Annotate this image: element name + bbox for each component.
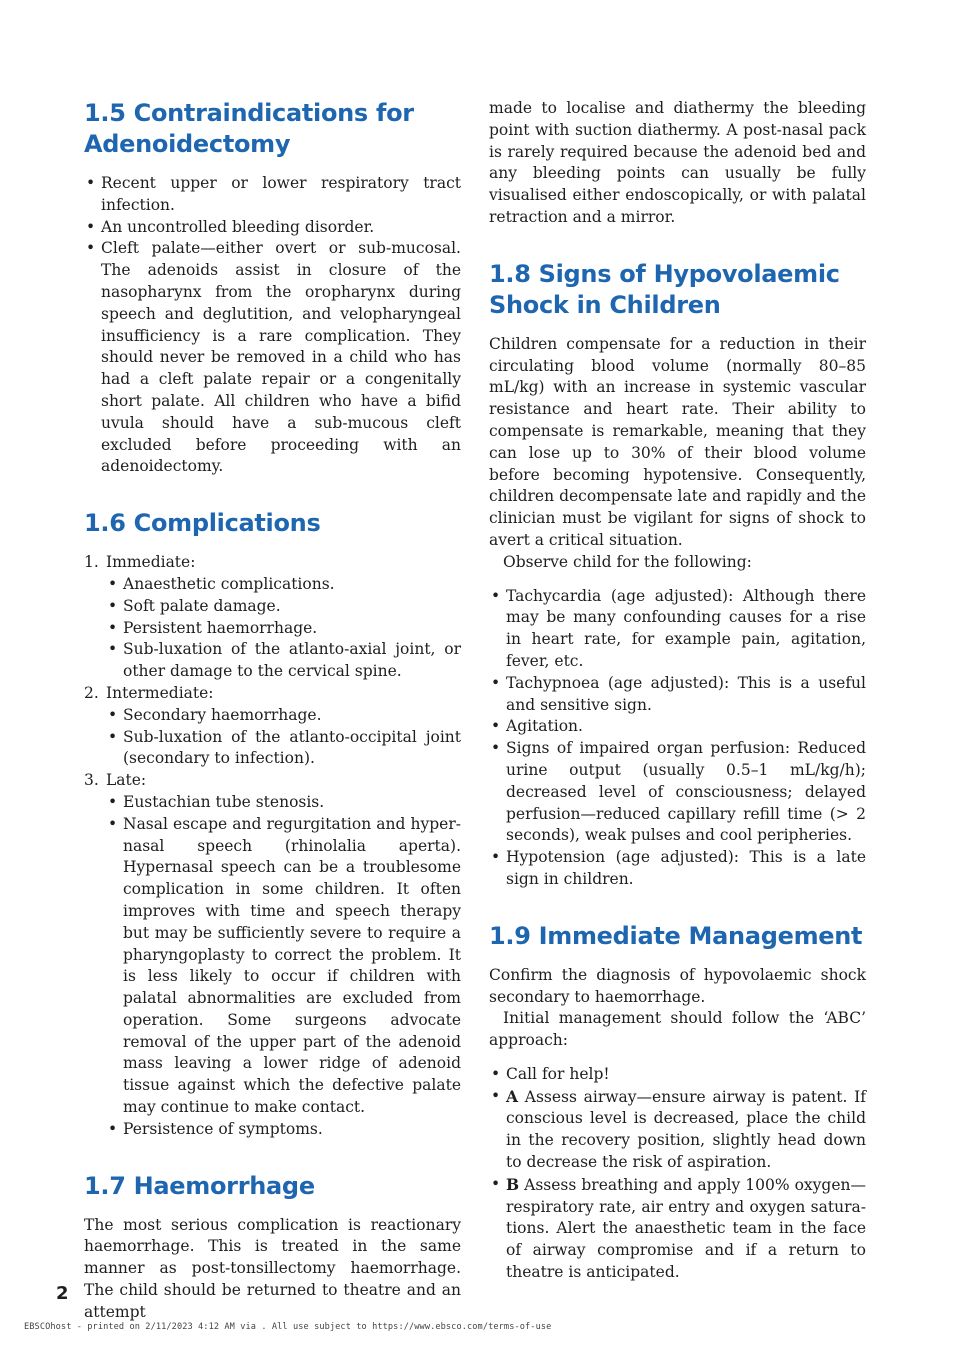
list-number: 1. <box>84 553 99 572</box>
list-item: • Tachycardia (age adjusted): Although there may be many confounding causes for a rise in heart rate, for example pain, agitation, fever, etc. <box>489 586 866 673</box>
group-label: Intermediate: <box>106 683 214 702</box>
shock-paragraph: Children compensate for a reduction in their circulating blood volume (normally 80–85 mL/kg) with an increase in systemic vascular resistance and heart rate. Their ability to compensate is remarkable, meaning that they can lose up to 30% of their blood volume before becoming hypotensive. Consequently, children decompensate late and rapidly and the clinician must be vigilant for signs of shock to avert a critical situation. <box>489 334 866 549</box>
step-text: Assess breathing and apply 100% oxygen—respiratory rate, air entry and oxygen saturations. Alert the anaesthetic team in the face of airway compromise and if a return to theatre is anticipated. <box>506 1175 866 1282</box>
list-item: • Eustachian tube stenosis. <box>106 792 461 814</box>
section-1-8-heading <box>489 259 866 321</box>
step-text: Assess airway—ensure airway is patent. If conscious level is decreased, place the child in the recovery position, slightly head down to decrease the risk of aspiration. <box>506 1087 866 1172</box>
section-title: Complications <box>133 509 321 538</box>
list-item: • Persistent haemorrhage. <box>106 618 461 640</box>
section-title: Signs of Hypovolaemic Shock in Children <box>489 259 840 319</box>
observe-lead: Observe child for the following: <box>503 552 752 571</box>
list-number: 2. <box>84 683 99 702</box>
section-1-5-heading <box>84 98 461 160</box>
haemorrhage-paragraph: The most serious complication is reactionary haemorrhage. This is treated in the same manner as post-tonsillectomy haemorrhage. The child should be returned to theatre and an attempt <box>84 1215 461 1321</box>
right-column <box>489 98 866 1284</box>
list-number: 3. <box>84 771 99 790</box>
list-item: • Nasal escape and regurgitation and hypernasal speech (rhinolalia aperta). Hypernasal speech can be a troublesome complication in some children. It often improves with time and speech therapy but may be sufficiently severe to require a pharyngoplasty to correct the problem. It is less likely to occur if children with palatal abnormalities are excluded from operation. Some surgeons advocate removal of the upper part of the adenoid mass leaving a lower ridge of adenoid tissue against which the defective palate may continue to make contact. <box>106 814 461 1119</box>
complication-group-intermediate <box>84 683 461 770</box>
list-item: • Soft palate damage. <box>106 596 461 618</box>
section-number: 1.9 <box>489 921 531 950</box>
list-item: • Anaesthetic complications. <box>106 574 461 596</box>
list-item <box>489 1174 866 1284</box>
contraindications-list <box>84 173 461 478</box>
section-1-9-heading <box>489 921 866 952</box>
management-list <box>489 1064 866 1284</box>
list-item: • Recent upper or lower respiratory tract infection. <box>84 173 461 217</box>
section-number: 1.7 <box>84 1171 126 1200</box>
abc-lead: Initial management should follow the ‘ABC’ approach: <box>489 1009 866 1050</box>
complications-list <box>84 552 461 1141</box>
page-number: 2 <box>56 1283 69 1304</box>
management-paragraph: Confirm the diagnosis of hypovolaemic shock secondary to haemorrhage. <box>489 965 866 1006</box>
section-title: Haemorrhage <box>133 1171 315 1200</box>
list-item: • Tachypnoea (age adjusted): This is a useful and sensitive sign. <box>489 673 866 717</box>
step-key: B <box>506 1174 520 1194</box>
group-label: Immediate: <box>106 553 196 572</box>
list-item: • Hypotension (age adjusted): This is a late sign in children. <box>489 847 866 891</box>
section-1-7-heading <box>84 1171 461 1202</box>
section-title: Immediate Management <box>538 921 863 950</box>
list-item: • Sub-luxation of the atlanto-occipital joint (secondary to infection). <box>106 727 461 771</box>
complication-group-immediate <box>84 552 461 683</box>
list-item: • An uncontrolled bleeding disorder. <box>84 217 461 239</box>
shock-signs-list <box>489 586 866 891</box>
footer-notice: EBSCOhost - printed on 2/11/2023 4:12 AM via . All use subject to https://www.ebsco.com/terms-of-use <box>24 1322 552 1332</box>
list-item: • Agitation. <box>489 716 866 738</box>
list-item: • Cleft palate—either overt or sub-mucosal. The adenoids assist in closure of the nasopharynx from the oropharynx during speech and deglutition, and velopharyngeal insufficiency is a rare complication. They should never be removed in a child who has had a cleft palate repair or a congenitally short palate. All children who have a bifid uvula should have a sub-mucous cleft excluded before proceeding with an adenoidectomy. <box>84 238 461 478</box>
complication-group-late <box>84 770 461 1141</box>
list-item <box>489 1086 866 1174</box>
section-title: Contraindications for Adenoidectomy <box>84 99 414 158</box>
section-number: 1.8 <box>489 259 531 288</box>
continuation-paragraph: made to localise and diathermy the bleeding point with suction diathermy. A post-nasal pack is rarely required because the adenoid bed and any bleeding points can usually be fully visualised either endoscopically, or with palatal retraction and a mirror. <box>489 99 866 226</box>
section-number: 1.6 <box>84 509 126 538</box>
left-column <box>84 98 461 1324</box>
list-item: • Signs of impaired organ perfusion: Reduced urine output (usually 0.5–1 mL/kg/h); decreased level of consciousness; delayed perfusion—reduced capillary refill time (> 2 seconds), weak pulses and cool peripheries. <box>489 738 866 847</box>
section-number: 1.5 <box>84 99 126 127</box>
list-item: • Persistence of symptoms. <box>106 1119 461 1141</box>
section-1-6-heading <box>84 508 461 539</box>
list-item: • Secondary haemorrhage. <box>106 705 461 727</box>
list-item: • Sub-luxation of the atlanto-axial joint, or other damage to the cervical spine. <box>106 639 461 683</box>
group-label: Late: <box>106 771 147 790</box>
step-key: A <box>506 1086 519 1106</box>
list-item: • Call for help! <box>489 1064 866 1086</box>
